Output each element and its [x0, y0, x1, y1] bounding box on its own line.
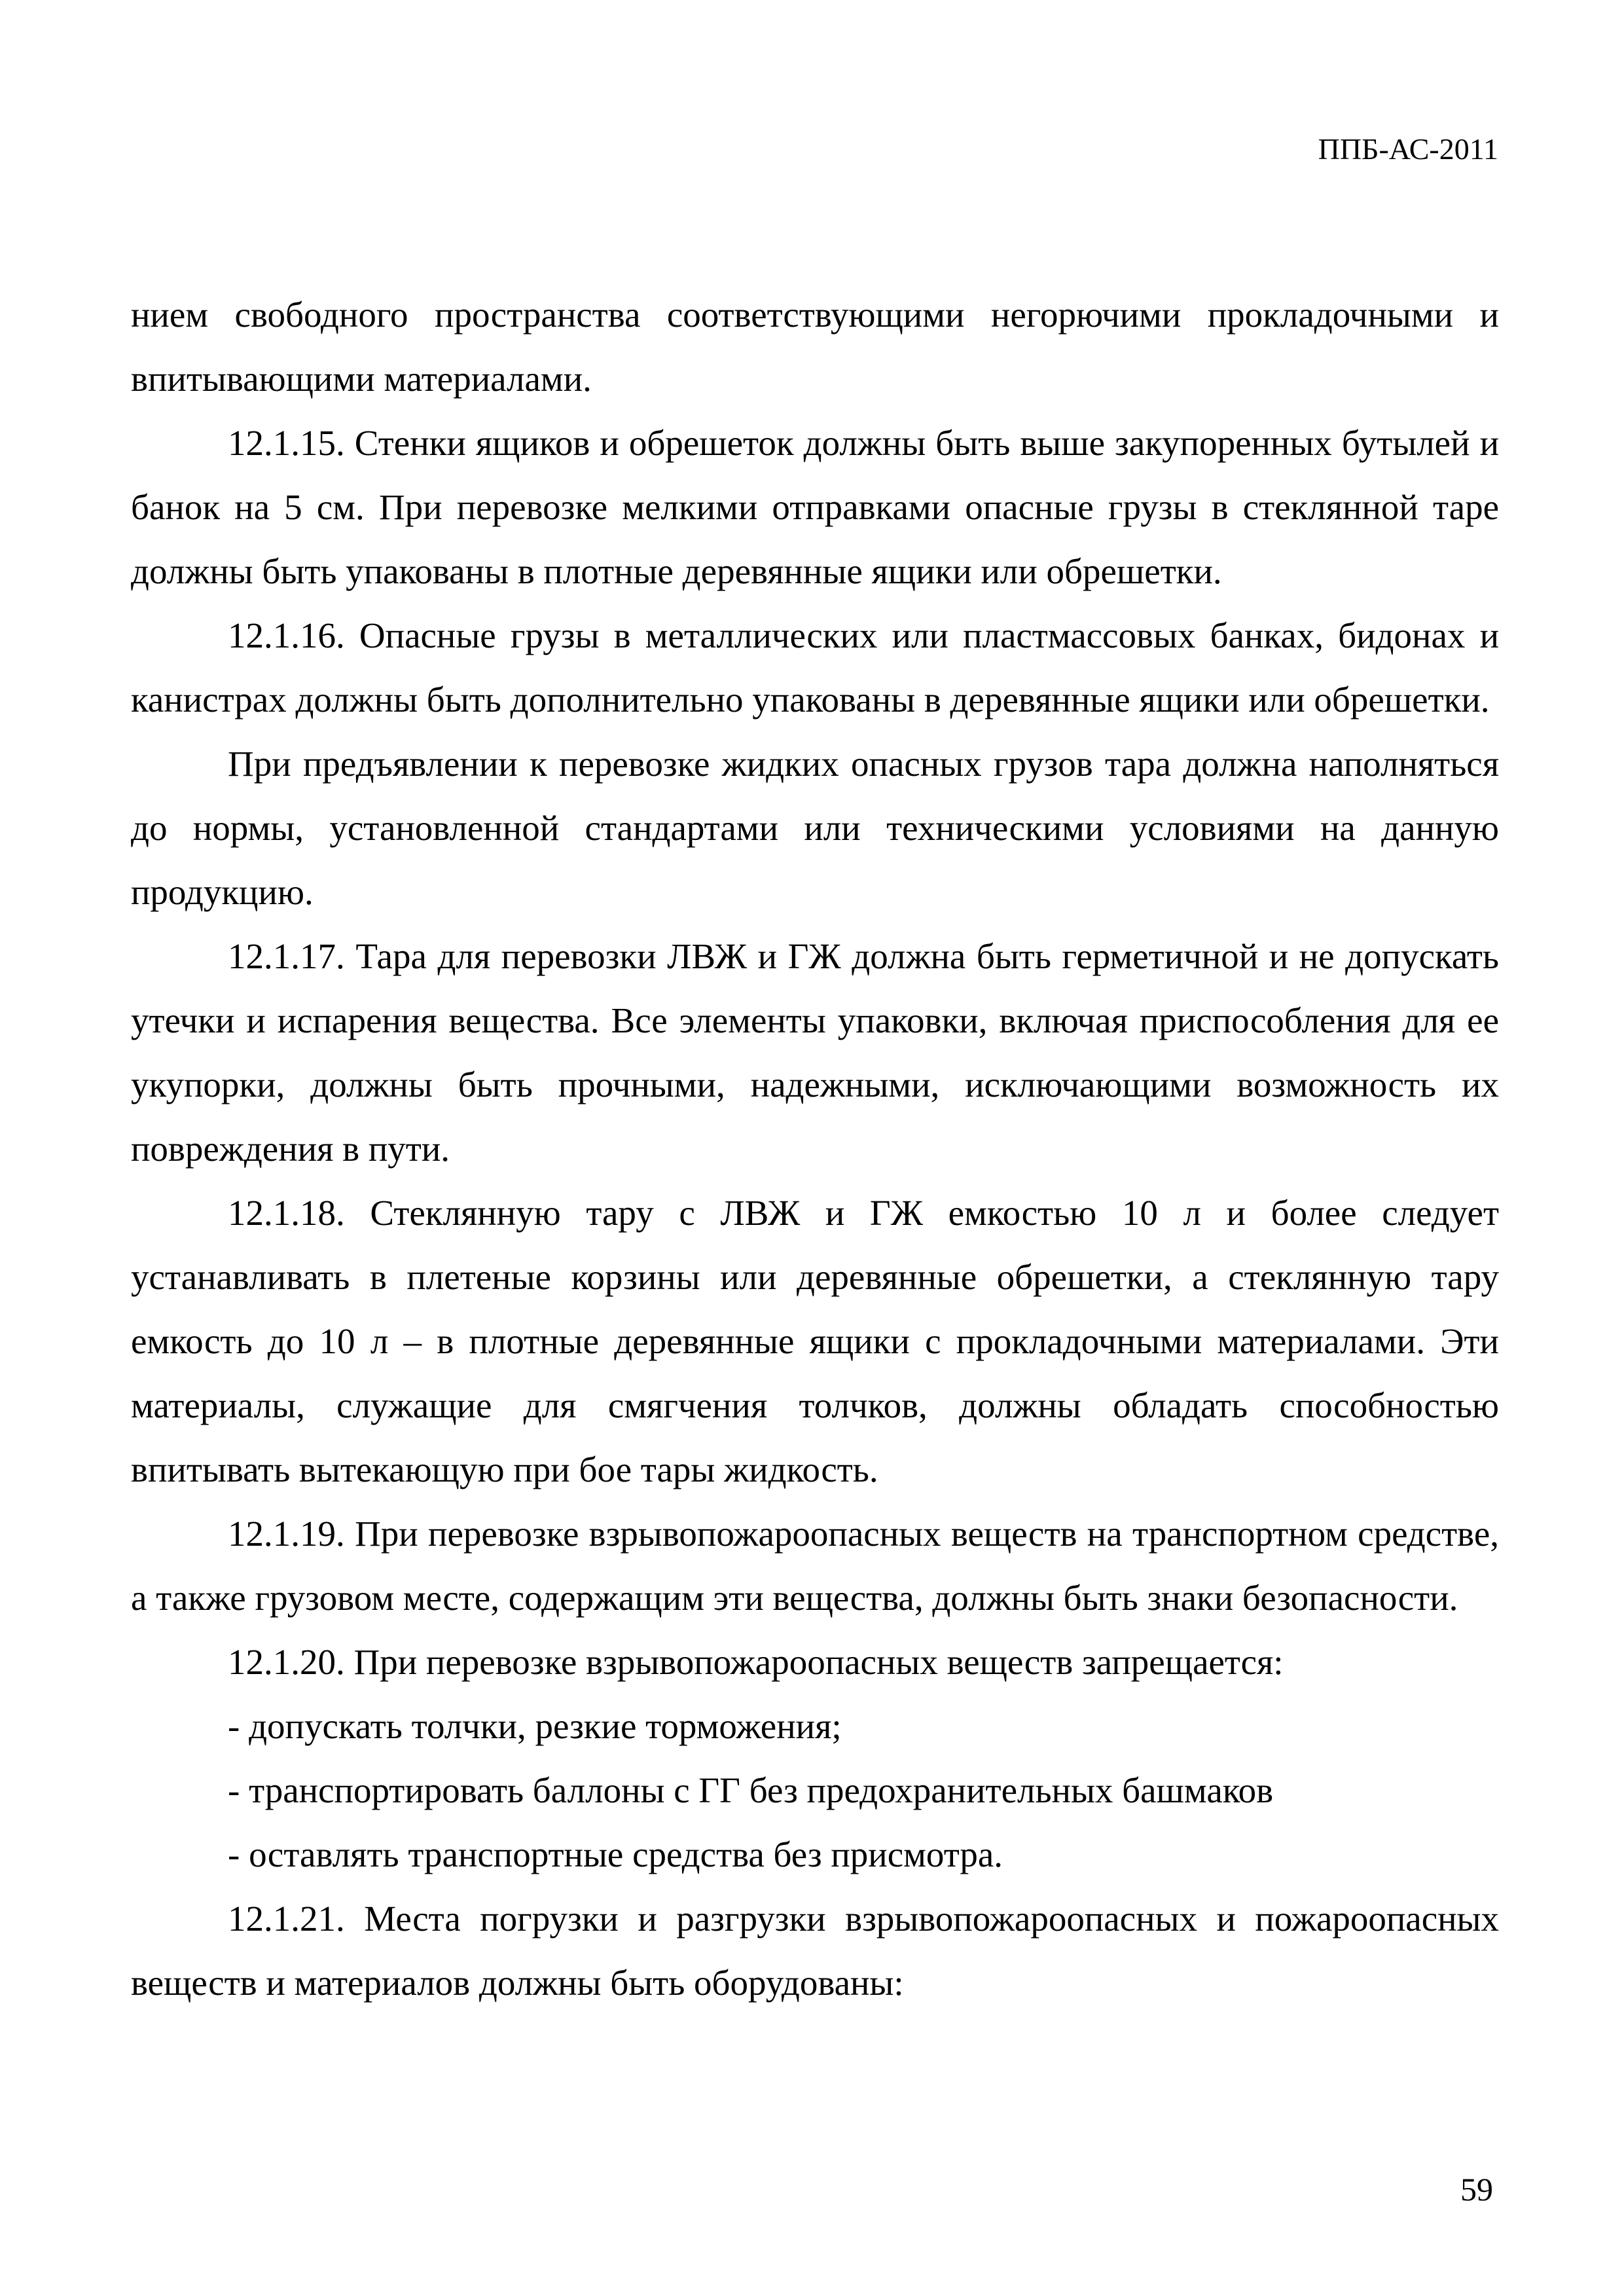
paragraph: 12.1.20. При перевозке взрывопожароопасных веществ запрещается: — [228, 1642, 1284, 1682]
paragraph: 12.1.18. Стеклянную тару с ЛВЖ и ГЖ емкостью 10 л и более следует устанавливать в плетеные корзины или деревянные обрешетки, а стеклянную тару емкость до 10 л – в плотные деревянные ящики с прокладочными материалами. Эти материалы, служащие для смягчения толчков, должны обладать способностью впитывать вытекающую при бое тары жидкость. — [131, 1193, 1499, 1489]
paragraph: нием свободного пространства соответствующими негорючими прокладочными и впитывающими материалами. — [131, 295, 1499, 399]
document-code-header: ППБ-АС-2011 — [1318, 132, 1498, 166]
paragraph: 12.1.16. Опасные грузы в металлических или пластмассовых банках, бидонах и канистрах должны быть дополнительно упакованы в деревянные ящики или обрешетки. — [131, 615, 1499, 720]
paragraph: 12.1.17. Тара для перевозки ЛВЖ и ГЖ должна быть герметичной и не допускать утечки и испарения вещества. Все элементы упаковки, включая приспособления для ее укупорки, должны быть прочными, надежными, исключающими возможность их повреждения в пути. — [131, 936, 1499, 1169]
list-item: - транспортировать баллоны с ГГ без предохранительных башмаков — [228, 1770, 1274, 1810]
document-body — [131, 283, 1499, 2015]
list-item: - допускать толчки, резкие торможения; — [228, 1706, 842, 1746]
page-number: 59 — [1460, 2171, 1493, 2208]
paragraph: 12.1.15. Стенки ящиков и обрешеток должны быть выше закупоренных бутылей и банок на 5 см. При перевозке мелкими отправками опасные грузы в стеклянной таре должны быть упакованы в плотные деревянные ящики или обрешетки. — [131, 423, 1499, 591]
paragraph: 12.1.21. Места погрузки и разгрузки взрывопожароопасных и пожароопасных веществ и материалов должны быть оборудованы: — [131, 1899, 1499, 2003]
paragraph: 12.1.19. При перевозке взрывопожароопасных веществ на транспортном средстве, а также грузовом месте, содержащим эти вещества, должны быть знаки безопасности. — [131, 1514, 1499, 1618]
list-item: - оставлять транспортные средства без присмотра. — [228, 1834, 1003, 1874]
paragraph: При предъявлении к перевозке жидких опасных грузов тара должна наполняться до нормы, установленной стандартами или техническими условиями на данную продукцию. — [131, 744, 1499, 912]
